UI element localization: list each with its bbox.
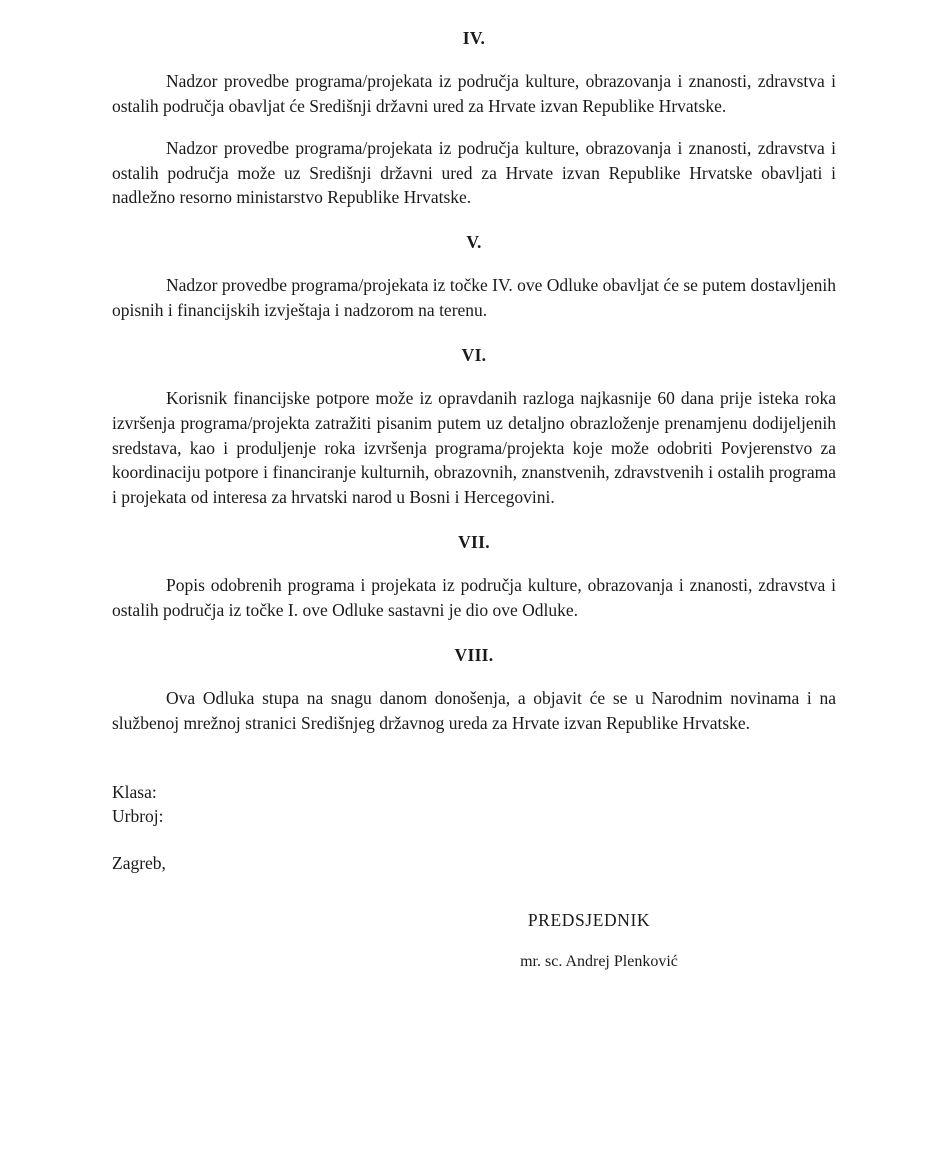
klasa-label: Klasa: (112, 781, 157, 802)
section-heading-viii: VIII. (454, 644, 494, 665)
section-viii-paragraph-1: Ova Odluka stupa na snagu danom donošenja, a objavit će se u Narodnim novinama i na službenoj mrežnoj stranici Središnjeg državnog ureda za Hrvate izvan Republike Hrvatske. (112, 687, 836, 733)
section-heading-vii: VII. (458, 532, 490, 553)
signature-name: mr. sc. Andrej Plenković (520, 953, 678, 971)
section-vii-paragraph-1: Popis odobrenih programa i projekata iz područja kulture, obrazovanja i znanosti, zdravstva i ostalih područja iz točke I. ove Odluke sastavni je dio ove Odluke. (112, 575, 836, 620)
signature-block (112, 910, 836, 971)
section-iv-paragraph-1: Nadzor provedbe programa/projekata iz područja kulture, obrazovanja i znanosti, zdravstva i ostalih područja obavljat će Središnji državni ured za Hrvate izvan Republike Hrvatske. (112, 71, 836, 116)
closing-block (112, 780, 836, 877)
urbroj-label: Urbroj: (112, 806, 164, 827)
section-iv-paragraph-2: Nadzor provedbe programa/projekata iz područja kulture, obrazovanja i znanosti, zdravstva i ostalih područja može uz Središnji državni ured za Hrvate izvan Republike Hrvatske obavljati i nadležno resorno ministarstvo Republike Hrvatske. (112, 137, 836, 208)
section-vi-paragraph-1: Korisnik financijske potpore može iz opravdanih razloga najkasnije 60 dana prije isteka roka izvršenja programa/projekta zatražiti pisanim putem uz detaljno obrazloženje prenamjenu dodijeljenih sredstava, kao i produljenje roka izvršenja programa/projekta koje može odobriti Povjerenstvo za koordinaciju potpore i financiranje kulturnih, obrazovnih, znanstvenih, zdravstvenih i ostalih programa i projekata od interesa za hrvatski narod u Bosni i Hercegovini. (112, 387, 836, 508)
section-heading-v: V. (466, 232, 482, 253)
section-v-paragraph-1: Nadzor provedbe programa/projekata iz točke IV. ove Odluke obavljat će se putem dostavljenih opisnih i financijskih izvještaja i nadzorom na terenu. (112, 275, 836, 321)
signature-title: PREDSJEDNIK (527, 910, 651, 931)
place-label: Zagreb, (112, 853, 166, 874)
section-heading-vi: VI. (461, 344, 487, 365)
section-heading-iv: IV. (462, 28, 486, 48)
